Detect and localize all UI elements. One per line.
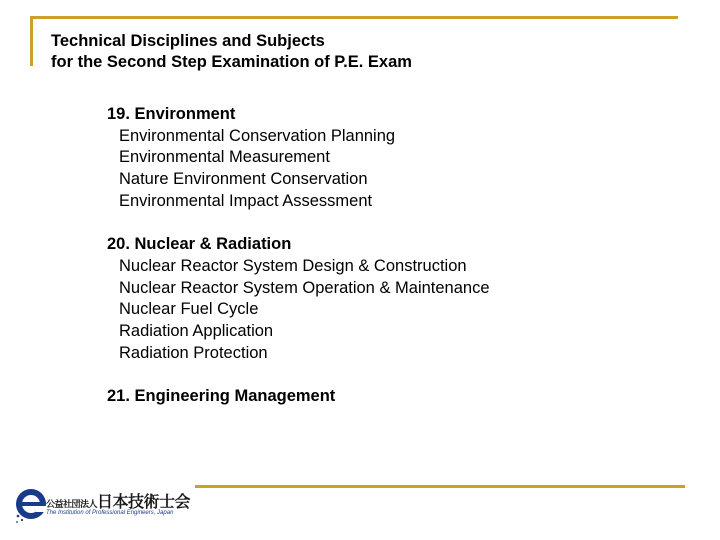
e-globe-logo-icon: [14, 486, 48, 526]
subject-item: Environmental Conservation Planning: [119, 126, 396, 145]
frame-top-rule: [30, 16, 678, 19]
subject-item: Nuclear Reactor System Design & Construction: [119, 256, 467, 275]
section-nuclear-radiation: [107, 234, 490, 364]
slide-title-line-1: Technical Disciplines and Subjects: [51, 32, 325, 50]
slide-title-line-2: for the Second Step Examination of P.E. Exam: [51, 53, 412, 71]
subject-item: Environmental Impact Assessment: [119, 191, 373, 210]
subject-item: Nuclear Reactor System Operation & Maintenance: [119, 278, 490, 297]
subject-item: Radiation Protection: [119, 343, 268, 362]
section-environment: [107, 104, 490, 213]
slide-title: [51, 31, 412, 73]
frame-bottom-rule: [195, 485, 685, 488]
subject-item: Nature Environment Conservation: [119, 170, 368, 189]
subject-item: Environmental Measurement: [119, 148, 330, 167]
logo-japanese-name: [46, 489, 190, 512]
logo-org-type: 公益社団法人: [46, 499, 98, 509]
logo-english-name: The Institution of Professional Engineers, Japan: [46, 510, 174, 516]
subject-item: Radiation Application: [119, 322, 274, 341]
section-heading: 21. Engineering Management: [107, 387, 336, 406]
ipej-logo: [14, 486, 194, 530]
discipline-list: [107, 104, 490, 430]
section-heading: 19. Environment: [107, 105, 236, 123]
frame-left-rule: [30, 16, 33, 66]
logo-org-name: 日本技術士会: [97, 494, 191, 511]
section-engineering-management: [107, 386, 490, 408]
subject-item: Nuclear Fuel Cycle: [119, 300, 259, 319]
section-heading: 20. Nuclear & Radiation: [107, 235, 292, 254]
